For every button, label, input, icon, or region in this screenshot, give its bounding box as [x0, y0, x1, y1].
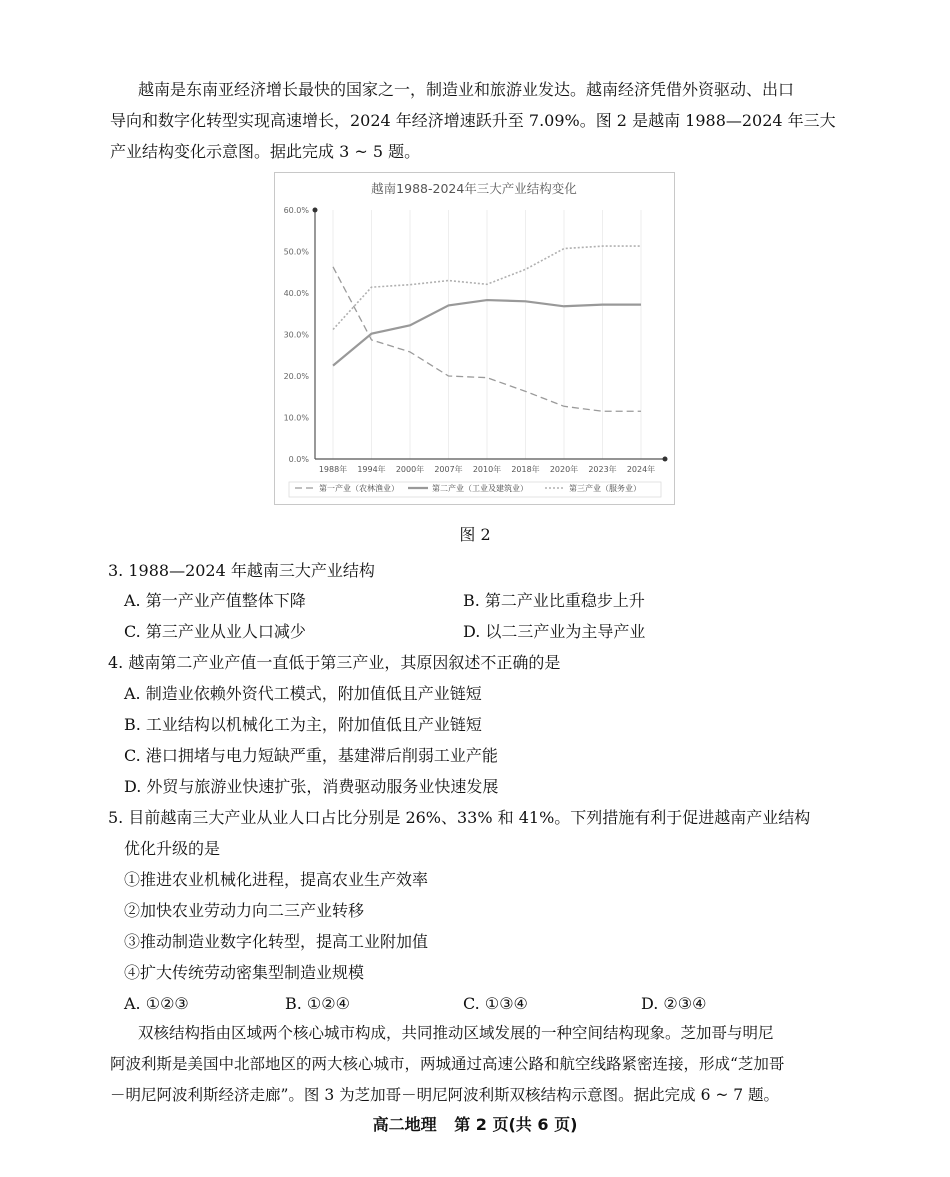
line-chart [275, 173, 674, 504]
figure-caption: 图 2 [459, 525, 491, 544]
passage2-paragraph [110, 1018, 784, 1111]
legend-label-1: 第一产业（农林渔业） [319, 484, 399, 493]
x-tick-label: 2007年 [434, 465, 463, 474]
chart-title: 越南1988-2024年三大产业结构变化 [371, 181, 577, 196]
q3-option-d: D. 以二三产业为主导产业 [463, 622, 646, 641]
y-tick-label: 0.0% [288, 455, 309, 464]
q5-item-4: ④扩大传统劳动密集型制造业规模 [124, 963, 365, 982]
q5-item-2: ②加快农业劳动力向二三产业转移 [124, 901, 365, 920]
q5-option-a: A. ①②③ [124, 994, 189, 1013]
y-tick-label: 60.0% [283, 206, 309, 215]
q3-option-b: B. 第二产业比重稳步上升 [463, 591, 645, 610]
x-axis-arrow-dot [663, 457, 668, 462]
question-3-stem: 3. 1988—2024 年越南三大产业结构 [108, 561, 375, 580]
x-tick-label: 2020年 [549, 465, 579, 474]
passage2-line-2: 阿波利斯是美国中北部地区的两大核心城市，两城通过高速公路和航空线路紧密连接，形成“芝加哥 [110, 1055, 785, 1073]
q4-option-c: C. 港口拥堵与电力短缺严重，基建滞后削弱工业产能 [124, 746, 498, 765]
intro-paragraph [110, 74, 850, 167]
q4-option-a: A. 制造业依赖外资代工模式，附加值低且产业链短 [124, 684, 482, 703]
legend-label-3: 第三产业（服务业） [569, 484, 641, 493]
footer-page-number: 第 2 页(共 6 页) [454, 1115, 578, 1134]
question-5-stem-cont: 优化升级的是 [124, 839, 221, 858]
q3-option-c: C. 第三产业从业人口减少 [124, 622, 306, 641]
intro-line-1: 越南是东南亚经济增长最快的国家之一，制造业和旅游业发达。越南经济凭借外资驱动、出口 [138, 80, 795, 99]
q5-option-c: C. ①③④ [463, 994, 528, 1013]
q5-item-3: ③推动制造业数字化转型，提高工业附加值 [124, 932, 429, 951]
y-axis-arrow-dot [313, 208, 318, 213]
intro-line-3: 产业结构变化示意图。据此完成 3 ~ 5 题。 [110, 142, 421, 161]
y-tick-label: 50.0% [283, 247, 309, 257]
q3-option-a: A. 第一产业产值整体下降 [124, 591, 306, 610]
q5-option-b: B. ①②④ [285, 994, 350, 1013]
y-tick-label: 10.0% [283, 413, 309, 423]
intro-line-2: 导向和数字化转型实现高速增长，2024 年经济增速跃升至 7.09%。图 2 是越南 1988—2024 年三大 [110, 111, 836, 130]
footer-subject: 高二地理 [372, 1115, 437, 1134]
passage2-line-3: －明尼阿波利斯经济走廊”。图 3 为芝加哥－明尼阿波利斯双核结构示意图。据此完成 6 ~ 7 题。 [110, 1086, 780, 1104]
q5-option-d: D. ②③④ [641, 994, 707, 1013]
question-4-stem: 4. 越南第二产业产值一直低于第三产业，其原因叙述不正确的是 [108, 653, 561, 672]
x-tick-label: 1988年 [318, 465, 348, 474]
q4-option-d: D. 外贸与旅游业快速扩张，消费驱动服务业快速发展 [124, 777, 499, 796]
y-tick-label: 40.0% [283, 289, 309, 298]
page-footer [0, 1112, 950, 1135]
passage2-line-1: 双核结构指由区域两个核心城市构成，共同推动区域发展的一种空间结构现象。芝加哥与明尼 [138, 1024, 774, 1042]
legend-label-2: 第二产业（工业及建筑业） [432, 484, 528, 493]
question-5-stem: 5. 目前越南三大产业从业人口占比分别是 26%、33% 和 41%。下列措施有利于促进越南产业结构 [108, 808, 811, 827]
x-tick-label: 2018年 [511, 465, 540, 474]
q5-item-1: ①推进农业机械化进程，提高农业生产效率 [124, 870, 429, 889]
x-tick-label: 1994年 [357, 465, 386, 474]
y-tick-label: 20.0% [283, 372, 309, 381]
x-tick-label: 2000年 [395, 465, 425, 474]
q4-option-b: B. 工业结构以机械化工为主，附加值低且产业链短 [124, 715, 482, 734]
x-tick-label: 2024年 [626, 465, 656, 474]
x-tick-label: 2023年 [588, 465, 617, 474]
y-tick-label: 30.0% [283, 330, 309, 340]
x-tick-label: 2010年 [472, 465, 502, 474]
figure-2-chart [274, 172, 675, 505]
